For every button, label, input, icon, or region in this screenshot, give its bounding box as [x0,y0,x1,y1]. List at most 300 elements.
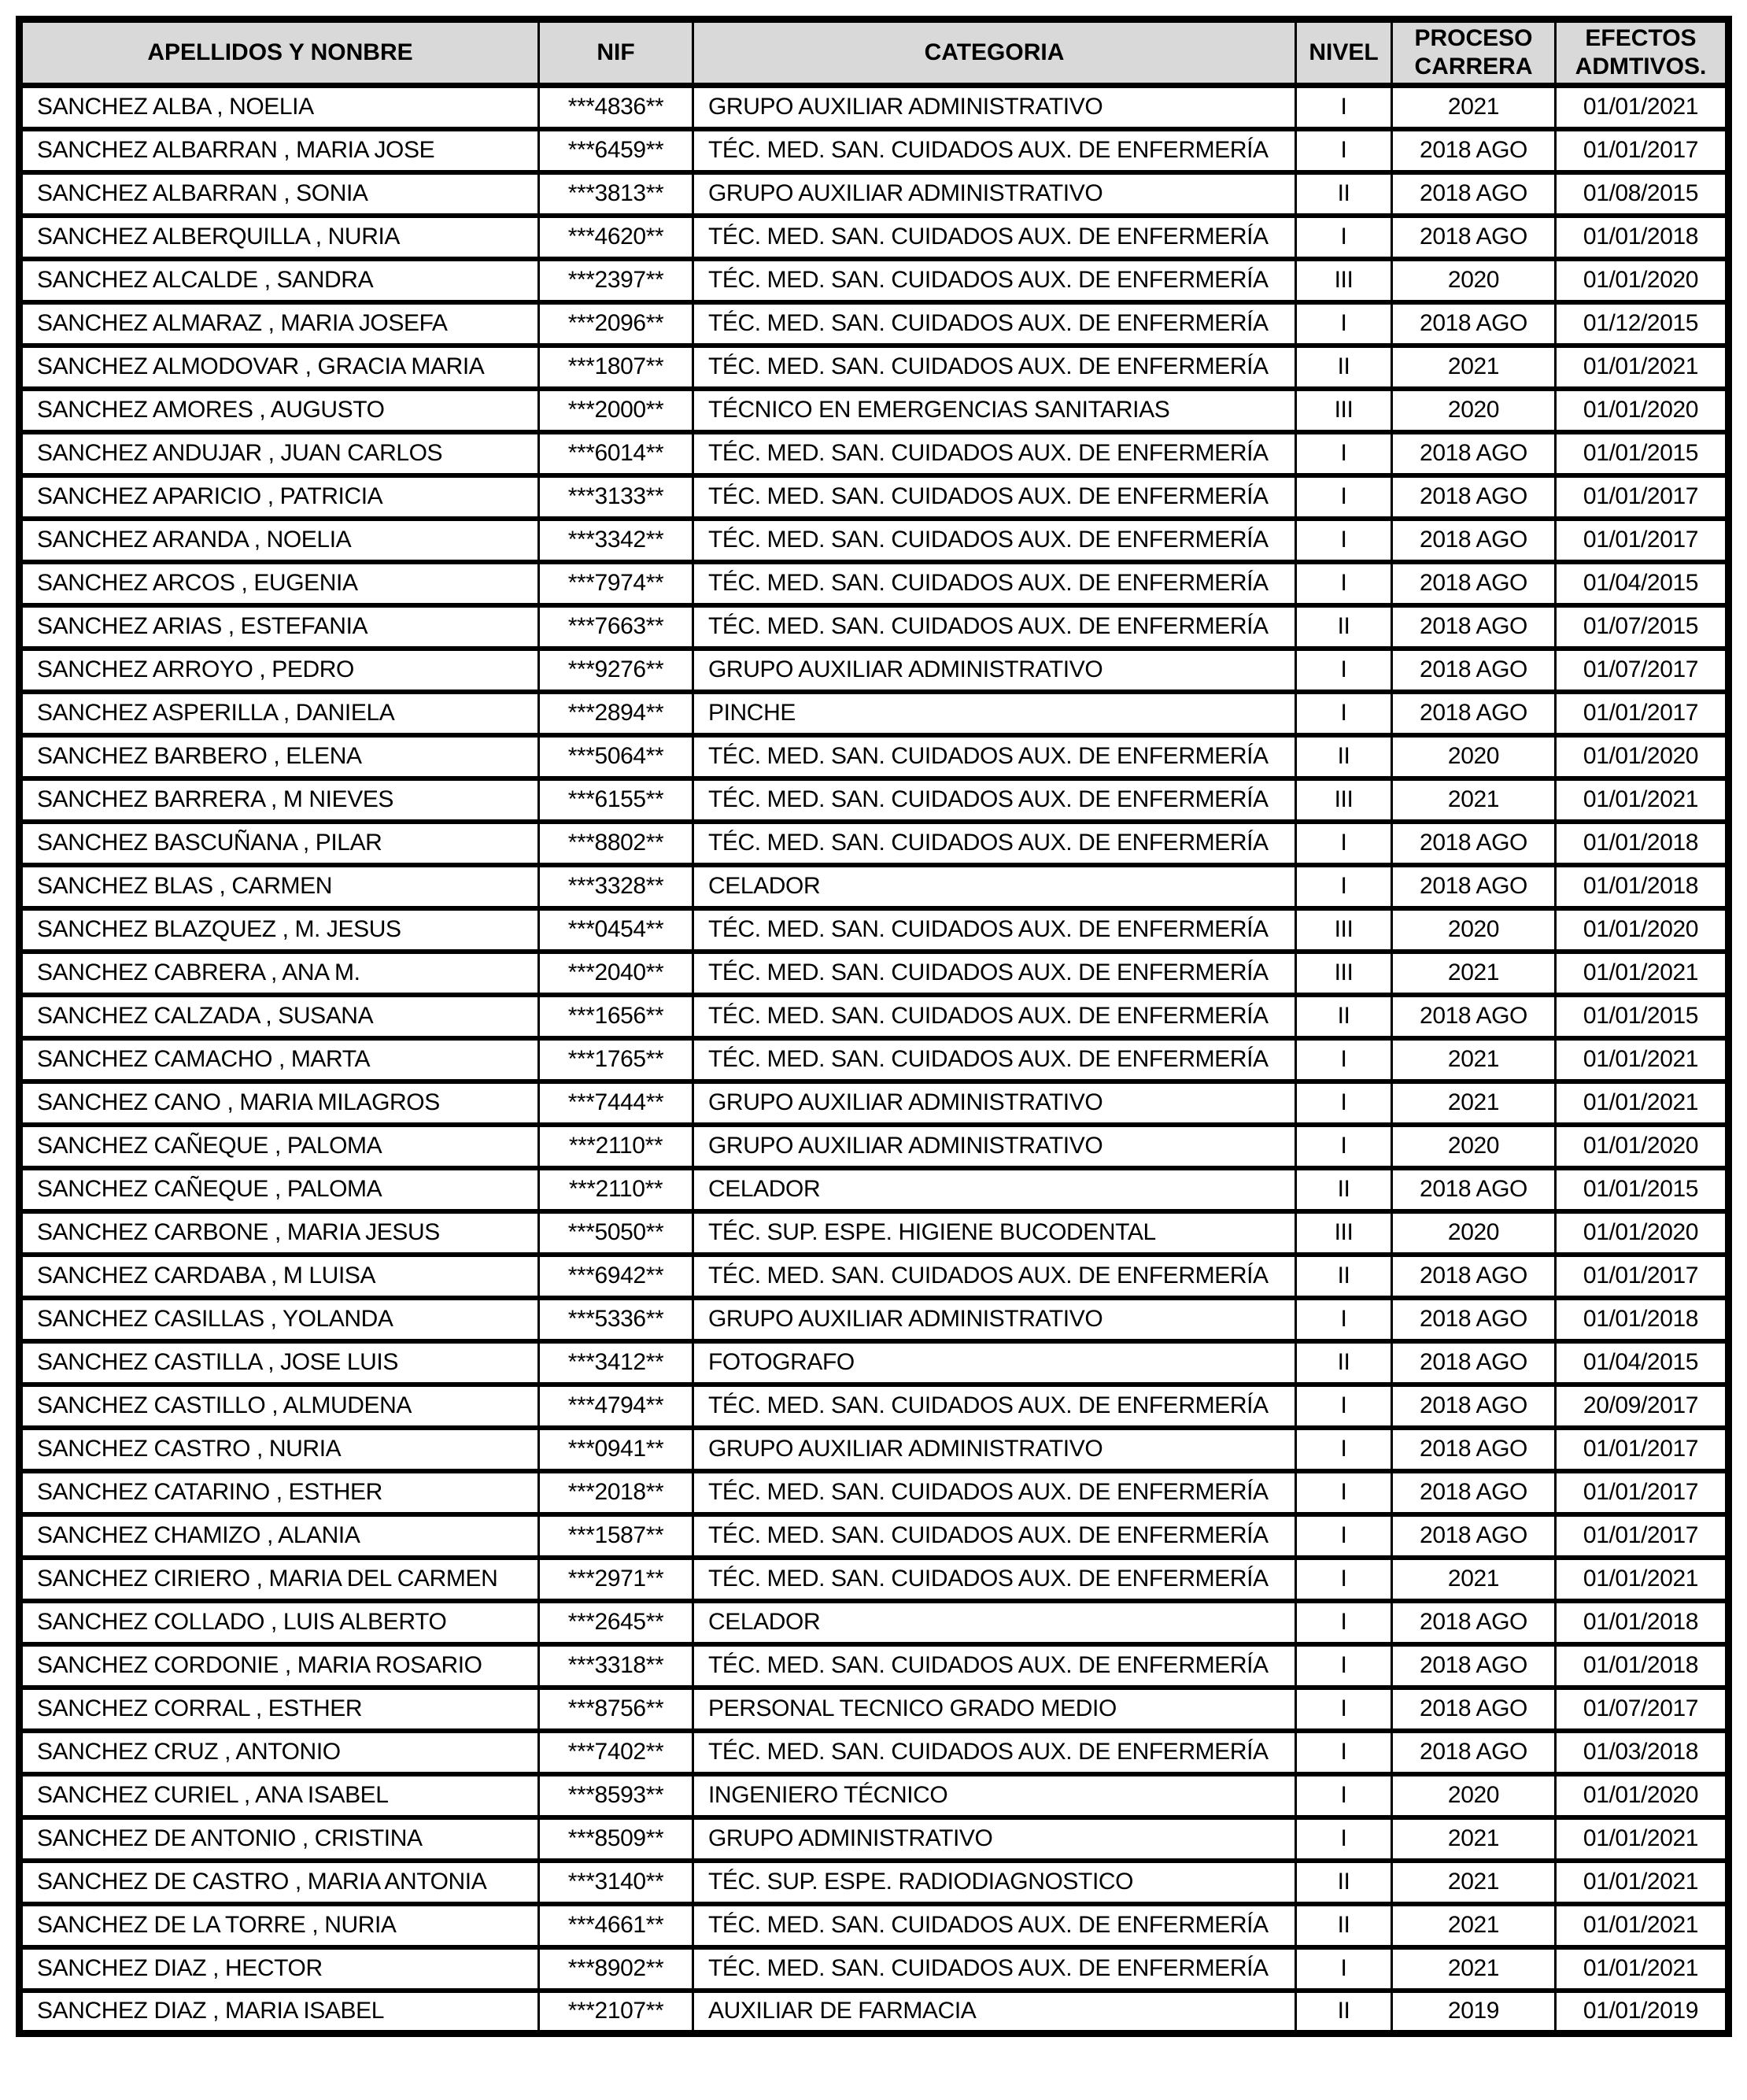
cell-apellidos: SANCHEZ BASCUÑANA , PILAR [20,822,539,865]
cell-apellidos: SANCHEZ ALBA , NOELIA [20,86,539,129]
cell-nivel: II [1296,995,1392,1038]
cell-apellidos: SANCHEZ CARBONE , MARIA JESUS [20,1211,539,1255]
table-row [20,778,1729,822]
cell-proceso-carrera: 2018 AGO [1392,1471,1556,1514]
cell-categoria: PERSONAL TECNICO GRADO MEDIO [693,1688,1296,1731]
cell-proceso-carrera: 2018 AGO [1392,1341,1556,1385]
cell-proceso-carrera: 2021 [1392,346,1556,389]
header-row [20,20,1729,86]
cell-efectos-admtivos: 01/01/2020 [1556,1125,1729,1168]
cell-nivel: III [1296,259,1392,302]
table-row [20,432,1729,475]
cell-categoria: TÉC. MED. SAN. CUIDADOS AUX. DE ENFERMERÍA [693,822,1296,865]
cell-proceso-carrera: 2018 AGO [1392,1514,1556,1558]
cell-categoria: TÉC. SUP. ESPE. RADIODIAGNOSTICO [693,1861,1296,1904]
table-row [20,1341,1729,1385]
cell-nif: ***9276** [539,649,693,692]
cell-nif: ***7402** [539,1731,693,1774]
cell-proceso-carrera: 2021 [1392,1817,1556,1861]
cell-categoria: CELADOR [693,1168,1296,1211]
cell-apellidos: SANCHEZ CALZADA , SUSANA [20,995,539,1038]
cell-nivel: I [1296,1298,1392,1341]
cell-efectos-admtivos: 01/01/2017 [1556,1471,1729,1514]
cell-categoria: AUXILIAR DE FARMACIA [693,1991,1296,2034]
cell-efectos-admtivos: 01/01/2020 [1556,735,1729,778]
cell-nif: ***2107** [539,1991,693,2034]
table-row [20,1947,1729,1991]
table-row [20,908,1729,952]
column-header-nivel: NIVEL [1296,20,1392,86]
cell-proceso-carrera: 2021 [1392,1558,1556,1601]
cell-categoria: GRUPO AUXILIAR ADMINISTRATIVO [693,1125,1296,1168]
cell-categoria: TÉC. MED. SAN. CUIDADOS AUX. DE ENFERMERÍA [693,735,1296,778]
cell-nivel: II [1296,1168,1392,1211]
table-row [20,1125,1729,1168]
cell-apellidos: SANCHEZ COLLADO , LUIS ALBERTO [20,1601,539,1644]
cell-nivel: I [1296,692,1392,735]
table-row [20,1817,1729,1861]
table-row [20,1774,1729,1817]
cell-categoria: INGENIERO TÉCNICO [693,1774,1296,1817]
cell-efectos-admtivos: 01/01/2021 [1556,1038,1729,1081]
cell-nif: ***2645** [539,1601,693,1644]
cell-nivel: I [1296,1947,1392,1991]
cell-nivel: II [1296,605,1392,649]
cell-efectos-admtivos: 01/01/2018 [1556,865,1729,908]
cell-efectos-admtivos: 01/04/2015 [1556,1341,1729,1385]
cell-nivel: I [1296,1644,1392,1688]
cell-proceso-carrera: 2021 [1392,86,1556,129]
table-row [20,1255,1729,1298]
cell-nivel: I [1296,475,1392,519]
cell-proceso-carrera: 2018 AGO [1392,1601,1556,1644]
table-row [20,1428,1729,1471]
cell-nivel: II [1296,1341,1392,1385]
cell-efectos-admtivos: 01/01/2021 [1556,778,1729,822]
table-row [20,1471,1729,1514]
table-row [20,995,1729,1038]
cell-efectos-admtivos: 01/01/2015 [1556,432,1729,475]
cell-nivel: I [1296,865,1392,908]
table-row [20,1861,1729,1904]
cell-proceso-carrera: 2020 [1392,908,1556,952]
cell-categoria: TÉC. MED. SAN. CUIDADOS AUX. DE ENFERMERÍA [693,432,1296,475]
cell-categoria: FOTOGRAFO [693,1341,1296,1385]
cell-categoria: GRUPO ADMINISTRATIVO [693,1817,1296,1861]
cell-nif: ***3412** [539,1341,693,1385]
cell-nif: ***1656** [539,995,693,1038]
cell-apellidos: SANCHEZ ALBARRAN , SONIA [20,172,539,216]
cell-nivel: I [1296,1601,1392,1644]
table-row [20,86,1729,129]
cell-nif: ***2971** [539,1558,693,1601]
cell-apellidos: SANCHEZ ASPERILLA , DANIELA [20,692,539,735]
cell-efectos-admtivos: 01/01/2017 [1556,475,1729,519]
table-row [20,822,1729,865]
table-row [20,1558,1729,1601]
cell-efectos-admtivos: 01/01/2017 [1556,1255,1729,1298]
cell-nivel: II [1296,1904,1392,1947]
cell-proceso-carrera: 2021 [1392,1038,1556,1081]
cell-nivel: I [1296,1688,1392,1731]
table-row [20,1168,1729,1211]
personnel-carrera-table [16,16,1732,2037]
cell-efectos-admtivos: 01/01/2020 [1556,1774,1729,1817]
cell-nivel: III [1296,389,1392,432]
cell-nif: ***8756** [539,1688,693,1731]
cell-apellidos: SANCHEZ CAMACHO , MARTA [20,1038,539,1081]
cell-apellidos: SANCHEZ DIAZ , HECTOR [20,1947,539,1991]
cell-categoria: GRUPO AUXILIAR ADMINISTRATIVO [693,86,1296,129]
cell-categoria: GRUPO AUXILIAR ADMINISTRATIVO [693,1298,1296,1341]
cell-nivel: I [1296,1514,1392,1558]
cell-proceso-carrera: 2021 [1392,952,1556,995]
cell-efectos-admtivos: 01/01/2017 [1556,692,1729,735]
column-header-nif: NIF [539,20,693,86]
table-row [20,302,1729,346]
cell-nivel: I [1296,86,1392,129]
cell-nivel: II [1296,1861,1392,1904]
cell-categoria: TÉC. MED. SAN. CUIDADOS AUX. DE ENFERMERÍA [693,1904,1296,1947]
cell-nivel: I [1296,432,1392,475]
cell-categoria: TÉC. MED. SAN. CUIDADOS AUX. DE ENFERMERÍA [693,519,1296,562]
cell-categoria: GRUPO AUXILIAR ADMINISTRATIVO [693,649,1296,692]
cell-nivel: I [1296,1385,1392,1428]
cell-apellidos: SANCHEZ CANO , MARIA MILAGROS [20,1081,539,1125]
table-row [20,1385,1729,1428]
cell-apellidos: SANCHEZ BARBERO , ELENA [20,735,539,778]
cell-nif: ***1765** [539,1038,693,1081]
cell-nif: ***1807** [539,346,693,389]
cell-categoria: TÉC. MED. SAN. CUIDADOS AUX. DE ENFERMERÍA [693,1558,1296,1601]
cell-apellidos: SANCHEZ DE CASTRO , MARIA ANTONIA [20,1861,539,1904]
cell-proceso-carrera: 2018 AGO [1392,1688,1556,1731]
cell-nif: ***2110** [539,1168,693,1211]
cell-apellidos: SANCHEZ CATARINO , ESTHER [20,1471,539,1514]
column-header-efectos-admtivos: EFECTOS ADMTIVOS. [1556,20,1729,86]
table-row [20,1038,1729,1081]
cell-proceso-carrera: 2020 [1392,735,1556,778]
cell-nif: ***6014** [539,432,693,475]
cell-categoria: TÉC. MED. SAN. CUIDADOS AUX. DE ENFERMERÍA [693,1385,1296,1428]
cell-nif: ***5050** [539,1211,693,1255]
cell-apellidos: SANCHEZ CORDONIE , MARIA ROSARIO [20,1644,539,1688]
cell-efectos-admtivos: 01/04/2015 [1556,562,1729,605]
cell-categoria: TÉC. MED. SAN. CUIDADOS AUX. DE ENFERMERÍA [693,302,1296,346]
cell-nivel: II [1296,735,1392,778]
cell-nivel: I [1296,1125,1392,1168]
cell-proceso-carrera: 2018 AGO [1392,129,1556,172]
cell-categoria: TÉC. MED. SAN. CUIDADOS AUX. DE ENFERMERÍA [693,778,1296,822]
cell-apellidos: SANCHEZ DE ANTONIO , CRISTINA [20,1817,539,1861]
table-row [20,735,1729,778]
table-row [20,519,1729,562]
cell-nif: ***5064** [539,735,693,778]
cell-nif: ***4836** [539,86,693,129]
cell-categoria: GRUPO AUXILIAR ADMINISTRATIVO [693,1428,1296,1471]
cell-nivel: II [1296,1255,1392,1298]
column-header-categoria: CATEGORIA [693,20,1296,86]
cell-nif: ***4661** [539,1904,693,1947]
cell-efectos-admtivos: 01/12/2015 [1556,302,1729,346]
cell-apellidos: SANCHEZ BLAZQUEZ , M. JESUS [20,908,539,952]
table-row [20,216,1729,259]
cell-nivel: I [1296,519,1392,562]
cell-proceso-carrera: 2020 [1392,259,1556,302]
cell-efectos-admtivos: 01/08/2015 [1556,172,1729,216]
cell-nif: ***2894** [539,692,693,735]
cell-nif: ***3328** [539,865,693,908]
cell-efectos-admtivos: 01/07/2017 [1556,1688,1729,1731]
table-row [20,346,1729,389]
cell-nivel: I [1296,1817,1392,1861]
cell-nif: ***1587** [539,1514,693,1558]
cell-apellidos: SANCHEZ CHAMIZO , ALANIA [20,1514,539,1558]
cell-proceso-carrera: 2020 [1392,1125,1556,1168]
cell-apellidos: SANCHEZ BARRERA , M NIEVES [20,778,539,822]
cell-categoria: TÉC. SUP. ESPE. HIGIENE BUCODENTAL [693,1211,1296,1255]
table-row [20,952,1729,995]
cell-proceso-carrera: 2018 AGO [1392,216,1556,259]
cell-nif: ***2397** [539,259,693,302]
cell-nivel: I [1296,822,1392,865]
cell-efectos-admtivos: 20/09/2017 [1556,1385,1729,1428]
cell-apellidos: SANCHEZ CASTILLO , ALMUDENA [20,1385,539,1428]
cell-categoria: TÉC. MED. SAN. CUIDADOS AUX. DE ENFERMERÍA [693,1947,1296,1991]
cell-apellidos: SANCHEZ CASTILLA , JOSE LUIS [20,1341,539,1385]
cell-proceso-carrera: 2018 AGO [1392,865,1556,908]
cell-apellidos: SANCHEZ CRUZ , ANTONIO [20,1731,539,1774]
cell-nivel: II [1296,1991,1392,2034]
cell-nivel: I [1296,302,1392,346]
cell-proceso-carrera: 2020 [1392,1211,1556,1255]
cell-proceso-carrera: 2018 AGO [1392,1168,1556,1211]
table-row [20,1211,1729,1255]
cell-efectos-admtivos: 01/01/2021 [1556,1861,1729,1904]
cell-nivel: III [1296,778,1392,822]
cell-efectos-admtivos: 01/01/2017 [1556,1428,1729,1471]
table-row [20,259,1729,302]
cell-efectos-admtivos: 01/01/2020 [1556,908,1729,952]
cell-categoria: TÉC. MED. SAN. CUIDADOS AUX. DE ENFERMERÍA [693,1255,1296,1298]
cell-apellidos: SANCHEZ CIRIERO , MARIA DEL CARMEN [20,1558,539,1601]
cell-categoria: TÉC. MED. SAN. CUIDADOS AUX. DE ENFERMERÍA [693,259,1296,302]
cell-nif: ***2110** [539,1125,693,1168]
cell-categoria: TÉC. MED. SAN. CUIDADOS AUX. DE ENFERMERÍA [693,1471,1296,1514]
column-header-apellidos: APELLIDOS Y NONBRE [20,20,539,86]
cell-proceso-carrera: 2018 AGO [1392,649,1556,692]
cell-apellidos: SANCHEZ ARIAS , ESTEFANIA [20,605,539,649]
cell-apellidos: SANCHEZ ALMODOVAR , GRACIA MARIA [20,346,539,389]
cell-efectos-admtivos: 01/01/2017 [1556,519,1729,562]
cell-nif: ***7444** [539,1081,693,1125]
cell-nif: ***3133** [539,475,693,519]
cell-nivel: I [1296,1428,1392,1471]
table-row [20,649,1729,692]
cell-apellidos: SANCHEZ APARICIO , PATRICIA [20,475,539,519]
cell-nivel: I [1296,1731,1392,1774]
table-row [20,1991,1729,2034]
table-row [20,1904,1729,1947]
cell-nivel: III [1296,1211,1392,1255]
cell-nivel: II [1296,346,1392,389]
cell-efectos-admtivos: 01/01/2015 [1556,1168,1729,1211]
cell-efectos-admtivos: 01/07/2017 [1556,649,1729,692]
cell-nif: ***8902** [539,1947,693,1991]
cell-nif: ***2040** [539,952,693,995]
cell-efectos-admtivos: 01/01/2017 [1556,129,1729,172]
cell-nif: ***8593** [539,1774,693,1817]
table-row [20,865,1729,908]
cell-nif: ***3342** [539,519,693,562]
cell-efectos-admtivos: 01/01/2018 [1556,1601,1729,1644]
cell-apellidos: SANCHEZ CASTRO , NURIA [20,1428,539,1471]
cell-categoria: TÉC. MED. SAN. CUIDADOS AUX. DE ENFERMERÍA [693,908,1296,952]
cell-efectos-admtivos: 01/01/2020 [1556,259,1729,302]
cell-categoria: TÉC. MED. SAN. CUIDADOS AUX. DE ENFERMERÍA [693,995,1296,1038]
cell-apellidos: SANCHEZ ALBERQUILLA , NURIA [20,216,539,259]
cell-proceso-carrera: 2018 AGO [1392,1644,1556,1688]
table-body [20,86,1729,2034]
cell-apellidos: SANCHEZ CORRAL , ESTHER [20,1688,539,1731]
cell-apellidos: SANCHEZ AMORES , AUGUSTO [20,389,539,432]
cell-efectos-admtivos: 01/01/2018 [1556,1298,1729,1341]
table-row [20,562,1729,605]
cell-efectos-admtivos: 01/01/2021 [1556,1904,1729,1947]
cell-proceso-carrera: 2018 AGO [1392,172,1556,216]
cell-nif: ***8509** [539,1817,693,1861]
cell-categoria: TÉC. MED. SAN. CUIDADOS AUX. DE ENFERMERÍA [693,216,1296,259]
cell-nivel: III [1296,908,1392,952]
cell-categoria: TÉC. MED. SAN. CUIDADOS AUX. DE ENFERMERÍA [693,562,1296,605]
cell-proceso-carrera: 2021 [1392,1861,1556,1904]
cell-apellidos: SANCHEZ ALBARRAN , MARIA JOSE [20,129,539,172]
table-row [20,475,1729,519]
cell-apellidos: SANCHEZ CAÑEQUE , PALOMA [20,1168,539,1211]
cell-nif: ***6459** [539,129,693,172]
cell-nif: ***4620** [539,216,693,259]
cell-proceso-carrera: 2018 AGO [1392,475,1556,519]
cell-efectos-admtivos: 01/01/2021 [1556,1817,1729,1861]
cell-nif: ***7663** [539,605,693,649]
table-row [20,1298,1729,1341]
cell-categoria: GRUPO AUXILIAR ADMINISTRATIVO [693,172,1296,216]
cell-efectos-admtivos: 01/01/2019 [1556,1991,1729,2034]
table-row [20,605,1729,649]
cell-efectos-admtivos: 01/01/2020 [1556,389,1729,432]
cell-efectos-admtivos: 01/01/2021 [1556,346,1729,389]
cell-nivel: I [1296,1774,1392,1817]
cell-proceso-carrera: 2018 AGO [1392,1385,1556,1428]
cell-nif: ***2096** [539,302,693,346]
cell-proceso-carrera: 2020 [1392,389,1556,432]
cell-nif: ***0941** [539,1428,693,1471]
cell-nivel: I [1296,1558,1392,1601]
cell-categoria: CELADOR [693,1601,1296,1644]
cell-categoria: TÉCNICO EN EMERGENCIAS SANITARIAS [693,389,1296,432]
cell-efectos-admtivos: 01/01/2018 [1556,822,1729,865]
cell-proceso-carrera: 2018 AGO [1392,1731,1556,1774]
cell-proceso-carrera: 2018 AGO [1392,995,1556,1038]
cell-apellidos: SANCHEZ CABRERA , ANA M. [20,952,539,995]
cell-nivel: III [1296,952,1392,995]
cell-nivel: I [1296,1081,1392,1125]
table-row [20,1081,1729,1125]
cell-proceso-carrera: 2018 AGO [1392,1298,1556,1341]
cell-nif: ***3318** [539,1644,693,1688]
cell-proceso-carrera: 2020 [1392,1774,1556,1817]
cell-categoria: TÉC. MED. SAN. CUIDADOS AUX. DE ENFERMERÍA [693,1514,1296,1558]
cell-efectos-admtivos: 01/01/2017 [1556,1514,1729,1558]
column-header-proceso-carrera: PROCESO CARRERA [1392,20,1556,86]
cell-proceso-carrera: 2018 AGO [1392,562,1556,605]
table-row [20,389,1729,432]
cell-nif: ***3813** [539,172,693,216]
cell-nivel: I [1296,1471,1392,1514]
cell-apellidos: SANCHEZ DIAZ , MARIA ISABEL [20,1991,539,2034]
cell-proceso-carrera: 2018 AGO [1392,432,1556,475]
table-row [20,1731,1729,1774]
cell-nif: ***0454** [539,908,693,952]
cell-proceso-carrera: 2018 AGO [1392,822,1556,865]
cell-apellidos: SANCHEZ CASILLAS , YOLANDA [20,1298,539,1341]
cell-categoria: TÉC. MED. SAN. CUIDADOS AUX. DE ENFERMERÍA [693,952,1296,995]
cell-nif: ***8802** [539,822,693,865]
table-row [20,692,1729,735]
cell-efectos-admtivos: 01/01/2021 [1556,1081,1729,1125]
cell-categoria: CELADOR [693,865,1296,908]
cell-proceso-carrera: 2018 AGO [1392,1255,1556,1298]
cell-proceso-carrera: 2021 [1392,1947,1556,1991]
cell-nif: ***2000** [539,389,693,432]
cell-efectos-admtivos: 01/01/2021 [1556,952,1729,995]
cell-nif: ***6155** [539,778,693,822]
cell-efectos-admtivos: 01/01/2021 [1556,86,1729,129]
cell-apellidos: SANCHEZ ARCOS , EUGENIA [20,562,539,605]
cell-apellidos: SANCHEZ CARDABA , M LUISA [20,1255,539,1298]
cell-nif: ***4794** [539,1385,693,1428]
table-row [20,172,1729,216]
cell-efectos-admtivos: 01/01/2015 [1556,995,1729,1038]
cell-proceso-carrera: 2021 [1392,1904,1556,1947]
cell-efectos-admtivos: 01/01/2020 [1556,1211,1729,1255]
cell-proceso-carrera: 2018 AGO [1392,692,1556,735]
cell-categoria: TÉC. MED. SAN. CUIDADOS AUX. DE ENFERMERÍA [693,475,1296,519]
cell-categoria: TÉC. MED. SAN. CUIDADOS AUX. DE ENFERMERÍA [693,1644,1296,1688]
cell-nivel: I [1296,216,1392,259]
cell-proceso-carrera: 2018 AGO [1392,519,1556,562]
cell-categoria: TÉC. MED. SAN. CUIDADOS AUX. DE ENFERMERÍA [693,129,1296,172]
cell-proceso-carrera: 2019 [1392,1991,1556,2034]
cell-proceso-carrera: 2021 [1392,778,1556,822]
cell-nif: ***6942** [539,1255,693,1298]
cell-categoria: GRUPO AUXILIAR ADMINISTRATIVO [693,1081,1296,1125]
table-row [20,1644,1729,1688]
cell-nivel: I [1296,562,1392,605]
cell-categoria: TÉC. MED. SAN. CUIDADOS AUX. DE ENFERMERÍA [693,1731,1296,1774]
table-row [20,1514,1729,1558]
cell-efectos-admtivos: 01/03/2018 [1556,1731,1729,1774]
cell-proceso-carrera: 2018 AGO [1392,1428,1556,1471]
cell-nivel: II [1296,172,1392,216]
cell-nivel: I [1296,649,1392,692]
cell-apellidos: SANCHEZ ALCALDE , SANDRA [20,259,539,302]
cell-nif: ***7974** [539,562,693,605]
table-row [20,1601,1729,1644]
cell-apellidos: SANCHEZ BLAS , CARMEN [20,865,539,908]
cell-categoria: PINCHE [693,692,1296,735]
table-row [20,1688,1729,1731]
